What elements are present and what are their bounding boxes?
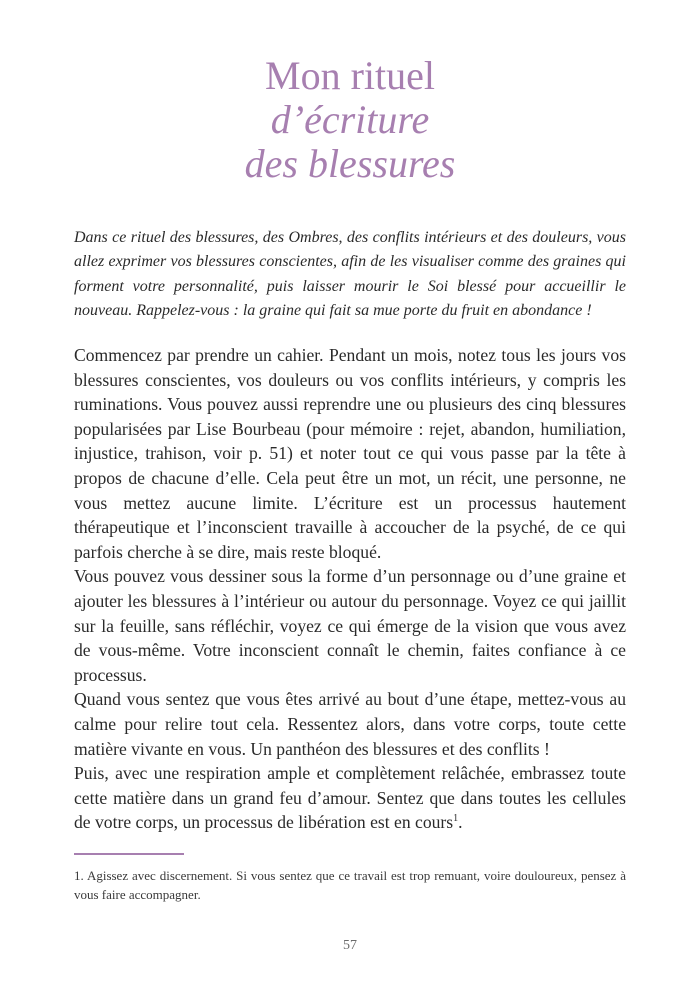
body-paragraph-1: Commencez par prendre un cahier. Pendant un mois, notez tous les jours vos blessures conscientes, vos douleurs ou vos conflits intérieurs, y compris les ruminations. Vous pouvez aussi reprendre une ou plusieurs des cinq blessures popularisées par Lise Bourbeau (pour mémoire : rejet, abandon, humiliation, injustice, trahison, voir p. 51) et noter tout ce qui vous passe par la tête à propos de chacune d’elle. Cela peut être un mot, un récit, une personne, ne vous mettez aucune limite. L’écriture est un processus hautement thérapeutique et l’inconscient travaille à accoucher de la psyché, de ce qui parfois cherche à se dire, mais reste bloqué. xyxy=(74,345,626,562)
body-paragraph-2: Vous pouvez vous dessiner sous la forme d’un personnage ou d’une graine et ajouter les blessures à l’intérieur ou autour du personnage. Voyez ce qui jaillit sur la feuille, sans réfléchir, voyez ce qui émerge de la vision que vous avez de vous-même. Votre inconscient connaît le chemin, faites confiance à ce processus. xyxy=(74,566,626,685)
title-line-1: Mon rituel xyxy=(265,53,435,98)
chapter-title xyxy=(0,54,700,186)
body-paragraph-4: Puis, avec une respiration ample et complètement relâchée, embrassez toute cette matière dans un grand feu d’amour. Sentez que dans toutes les cellules de votre corps, un processus de libération est en cours$^1$. xyxy=(74,763,626,833)
title-line-3: des blessures xyxy=(244,141,456,186)
page-number: 57 xyxy=(343,938,357,953)
title-line-2: d’écriture xyxy=(270,97,430,142)
footnote: 1. Agissez avec discernement. Si vous sentez que ce travail est trop remuant, voire douloureux, pensez à vous faire accompagner. xyxy=(74,868,626,902)
footnote-divider xyxy=(74,853,184,855)
body-text xyxy=(74,343,626,835)
intro-paragraph: Dans ce rituel des blessures, des Ombres, des conflits intérieurs et des douleurs, vous allez exprimer vos blessures conscientes, afin de les visualiser comme des graines qui forment votre personnalité, puis laisser mourir le Soi blessé pour accueillir le nouveau. Rappelez-vous : la graine qui fait sa mue porte du fruit en abondance ! xyxy=(74,229,626,320)
body-paragraph-4-text: Puis, avec une respiration ample et complètement relâchée, embrassez toute cette matière dans un grand feu d’amour. Sentez que dans toutes les cellules de votre corps, un processus de libération est en cours xyxy=(74,763,626,833)
body-paragraph-3: Quand vous sentez que vous êtes arrivé au bout d’une étape, mettez-vous au calme pour relire tout cela. Ressentez alors, dans votre corps, toute cette matière vivante en vous. Un panthéon des blessures et des conflits ! xyxy=(74,689,626,759)
footnote-reference: 1 xyxy=(453,813,459,825)
